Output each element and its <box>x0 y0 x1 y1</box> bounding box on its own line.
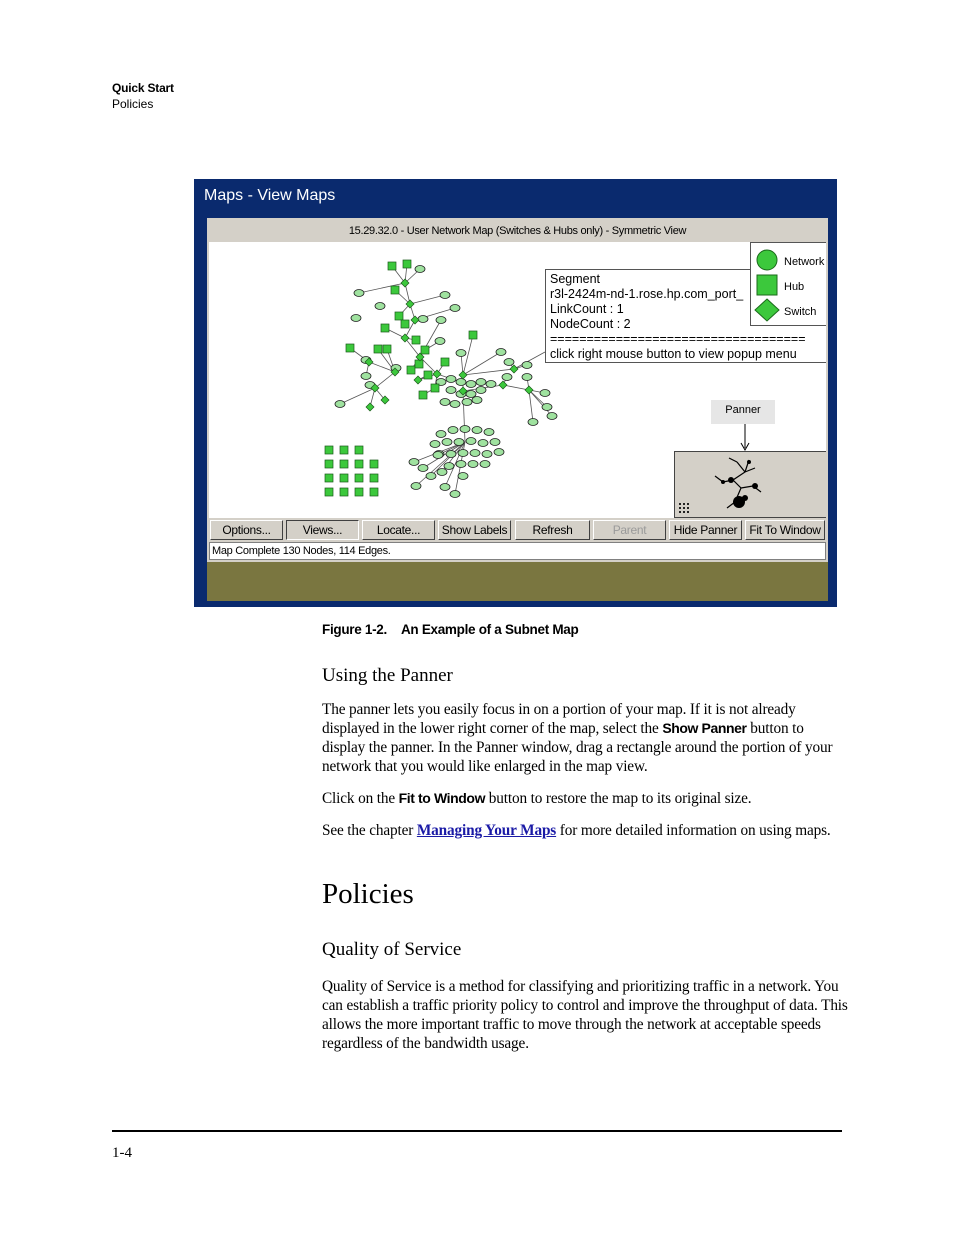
tooltip-line: NodeCount : 2 <box>550 317 631 331</box>
figure-number: Figure 1-2. <box>322 622 387 637</box>
figure-title: An Example of a Subnet Map <box>400 622 579 637</box>
hide-panner-button[interactable]: Hide Panner <box>669 520 742 540</box>
map-toolbar <box>209 520 826 540</box>
paragraph-panner <box>322 700 848 776</box>
text: button to display the panner. In the Panner window, drag a rectangle around the portion of your network that you would like enlarged in the map view. <box>322 720 833 775</box>
footer-rule <box>112 1130 842 1132</box>
tooltip-line: r3l-2424m-nd-1.rose.hp.com_port_ <box>550 287 744 301</box>
diamond-icon <box>754 298 780 322</box>
panner-callout-label: Panner <box>711 400 775 424</box>
window-title: Maps - View Maps <box>204 187 336 204</box>
figure-caption <box>322 622 578 637</box>
heading-quality-of-service: Quality of Service <box>322 939 462 960</box>
panner-callout-arrow <box>739 424 751 454</box>
map-legend <box>750 242 826 326</box>
options-button[interactable]: Options... <box>210 520 283 540</box>
tooltip-line: =================================== <box>550 332 806 346</box>
window-bottom-pane <box>207 562 828 601</box>
status-bar: Map Complete 130 Nodes, 114 Edges. <box>209 542 826 560</box>
square-icon <box>754 273 780 297</box>
fit-to-window-button[interactable]: Fit To Window <box>745 520 825 540</box>
tooltip-line: LinkCount : 1 <box>550 302 624 316</box>
refresh-button[interactable]: Refresh <box>515 520 590 540</box>
views-button[interactable]: Views... <box>286 520 359 540</box>
map-canvas[interactable] <box>209 242 826 518</box>
managing-your-maps-link[interactable]: Managing Your Maps <box>416 822 557 839</box>
maps-window-screenshot <box>194 179 837 607</box>
heading-using-the-panner: Using the Panner <box>322 665 453 686</box>
running-header-section: Quick Start <box>112 81 174 95</box>
paragraph-qos: Quality of Service is a method for classifying and prioritizing traffic in a network. You can establish a traffic priority policy to control and improve the throughput of data. This allows the more important traffic to move through the network at acceptable speeds regardless of the bandwidth usage. <box>322 978 848 1052</box>
tooltip-line: Segment <box>550 272 601 286</box>
tooltip-line: click right mouse button to view popup menu <box>550 347 797 361</box>
text: Click on the <box>322 790 399 807</box>
running-header-subsection: Policies <box>112 97 154 111</box>
paragraph-see-chapter <box>322 821 848 840</box>
map-caption: 15.29.32.0 - User Network Map (Switches & Hubs only) - Symmetric View <box>207 218 828 242</box>
panner-window[interactable] <box>674 451 826 518</box>
legend-switch <box>754 298 826 322</box>
parent-button: Parent <box>593 520 666 540</box>
text: for more detailed information on using maps. <box>556 822 831 839</box>
text: See the chapter <box>322 822 417 839</box>
show-panner-term: Show Panner <box>662 720 747 736</box>
legend-network <box>754 248 826 272</box>
page-number: 1-4 <box>112 1145 132 1161</box>
panner-preview <box>675 452 826 517</box>
text: button to restore the map to its original size. <box>485 790 752 807</box>
window-client-area <box>207 218 828 601</box>
legend-hub <box>754 273 826 297</box>
legend-label: Switch <box>784 306 817 318</box>
legend-label: Hub <box>784 281 805 293</box>
legend-label: Network <box>784 256 825 268</box>
paragraph-fit-to-window <box>322 789 848 808</box>
text: The panner lets you easily focus in on a portion of your map. If it is not already displayed in the lower right corner of the map, select the <box>322 701 796 737</box>
heading-policies: Policies <box>322 878 414 910</box>
circle-icon <box>754 248 780 272</box>
show-labels-button[interactable]: Show Labels <box>438 520 511 540</box>
locate-button[interactable]: Locate... <box>362 520 435 540</box>
fit-to-window-term: Fit to Window <box>398 790 486 806</box>
